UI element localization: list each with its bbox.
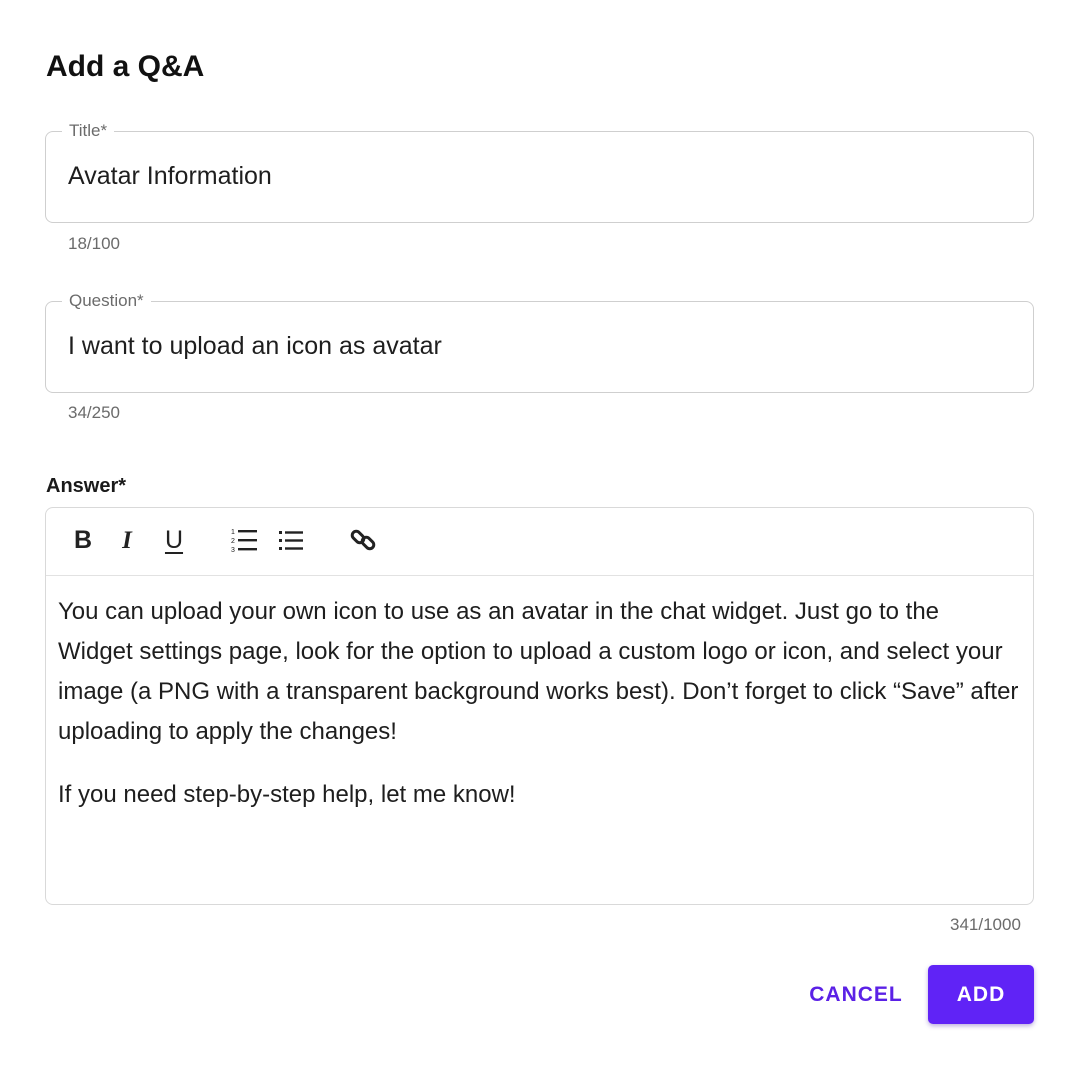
answer-rich-text-editor[interactable] [45, 507, 1034, 905]
question-input[interactable] [68, 332, 1008, 361]
link-button[interactable] [345, 522, 381, 558]
question-field-label: Question* [62, 290, 151, 312]
bulleted-list-icon [278, 528, 304, 552]
underline-button[interactable] [156, 522, 192, 558]
title-field[interactable] [45, 121, 1034, 223]
answer-label: Answer* [46, 475, 127, 497]
editor-toolbar [46, 508, 1033, 576]
svg-text:3: 3 [231, 547, 235, 553]
question-field[interactable] [45, 291, 1034, 393]
bulleted-list-button[interactable] [273, 522, 309, 558]
add-button[interactable]: ADD [928, 965, 1034, 1024]
bold-button[interactable] [65, 522, 101, 558]
dialog-title: Add a Q&A [46, 50, 205, 83]
italic-button[interactable] [109, 522, 145, 558]
answer-paragraph: If you need step-by-step help, let me know! [58, 781, 516, 808]
italic-icon: I [122, 526, 132, 554]
numbered-list-button[interactable] [227, 522, 263, 558]
title-field-label: Title* [62, 120, 114, 142]
cancel-button[interactable]: CANCEL [795, 966, 917, 1024]
svg-text:2: 2 [231, 538, 235, 545]
title-char-counter: 18/100 [68, 234, 120, 253]
question-char-counter: 34/250 [68, 403, 120, 422]
numbered-list-icon [231, 527, 259, 553]
answer-char-counter: 341/1000 [950, 915, 1021, 934]
answer-content[interactable] [46, 576, 1033, 815]
bold-icon: B [73, 525, 93, 554]
link-icon [350, 527, 376, 553]
underline-icon: U [164, 525, 184, 554]
answer-paragraph: You can upload your own icon to use as an avatar in the chat widget. Just go to the Widget settings page, look for the option to upload a custom logo or icon, and select your image (a PNG with a transparent background works best). Don’t forget to click “Save” after uploading to apply the changes! [58, 598, 1019, 745]
svg-text:1: 1 [231, 529, 235, 536]
title-input[interactable] [68, 162, 1008, 191]
